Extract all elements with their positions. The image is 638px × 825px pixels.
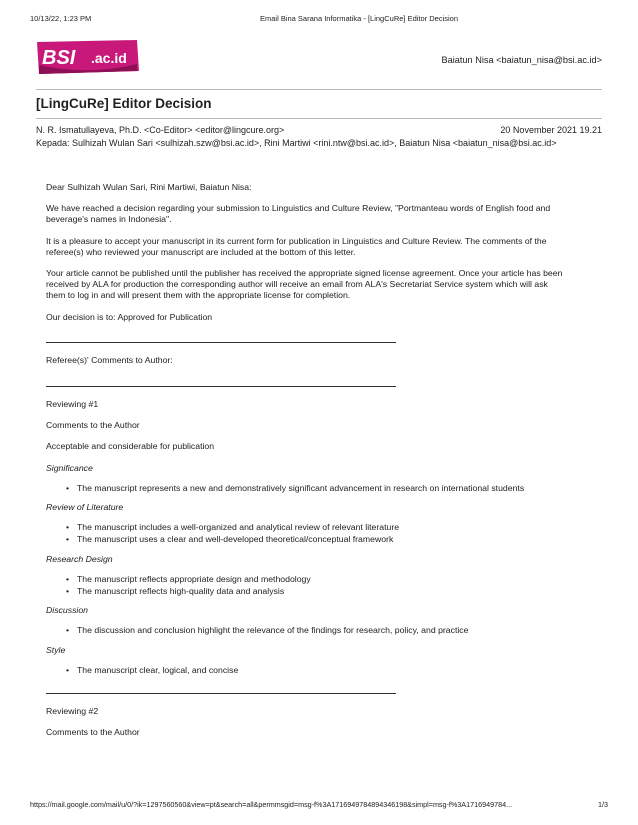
email-body — [46, 182, 566, 748]
bsi-logo — [33, 38, 141, 76]
referee-heading: Referee(s)' Comments to Author: — [46, 354, 173, 365]
discussion-list — [46, 625, 566, 636]
style-heading: Style — [46, 644, 66, 655]
divider-line — [46, 693, 396, 694]
list-item: • The manuscript reflects high-quality data and analysis — [66, 586, 566, 597]
account-email: Baiatun Nisa <baiatun_nisa@bsi.ac.id> — [441, 55, 602, 65]
sender-line — [36, 125, 602, 135]
page-number: 1/3 — [598, 800, 608, 809]
header-divider — [36, 89, 602, 90]
review-1-summary: Acceptable and considerable for publication — [46, 441, 215, 452]
design-heading: Research Design — [46, 553, 113, 564]
list-item: • The manuscript uses a clear and well-developed theoretical/conceptual framework — [66, 534, 566, 545]
sender: N. R. Ismatullayeva, Ph.D. <Co-Editor> <editor@lingcure.org> — [36, 125, 285, 135]
significance-list — [46, 483, 566, 494]
style-list — [46, 665, 566, 676]
paragraph-1: We have reached a decision regarding your submission to Linguistics and Culture Review, "Portmanteau words of English food and beverage's names in Indonesia". — [46, 203, 551, 225]
list-item: • The manuscript represents a new and demonstratively significant advancement in research on international students — [66, 483, 566, 494]
email-date: 20 November 2021 19.21 — [500, 125, 602, 135]
design-list — [46, 574, 566, 597]
review-2-title: Reviewing #2 — [46, 706, 99, 717]
print-datetime: 10/13/22, 1:23 PM — [30, 14, 92, 23]
list-item: • The manuscript includes a well-organized and analytical review of relevant literature — [66, 522, 566, 533]
discussion-heading: Discussion — [46, 605, 89, 616]
review-1-title: Reviewing #1 — [46, 399, 99, 410]
significance-heading: Significance — [46, 462, 93, 473]
recipients: Kepada: Sulhizah Wulan Sari <sulhizah.szw@bsi.ac.id>, Rini Martiwi <rini.ntw@bsi.ac.id>, Baiatun Nisa <baiatun_nisa@bsi.ac.id> — [36, 138, 557, 148]
divider-line — [46, 342, 396, 343]
literature-list — [46, 522, 566, 545]
logo-domain-text: .ac.id — [91, 50, 127, 66]
decision-line: Our decision is to: Approved for Publication — [46, 311, 213, 322]
print-page-title: Email Bina Sarana Informatika - [LingCuRe] Editor Decision — [260, 14, 459, 23]
divider-line — [46, 386, 396, 387]
email-subject: [LingCuRe] Editor Decision — [36, 96, 212, 111]
greeting: Dear Sulhizah Wulan Sari, Rini Martiwi, Baiatun Nisa: — [46, 182, 252, 192]
list-item: • The discussion and conclusion highlight the relevance of the findings for research, policy, and practice — [66, 625, 566, 636]
subject-divider — [36, 118, 602, 119]
paragraph-3: Your article cannot be published until the publisher has received the appropriate signed license agreement. Once your article has been received by ALA for production the corresponding author will receive an email from ALA's Secretariat Service system which will ask them to log in and will present them with the appropriate license for completion. — [46, 268, 563, 301]
review-2-comments-label: Comments to the Author — [46, 727, 140, 738]
logo-main-text: BSI — [42, 47, 76, 69]
page-url: https://mail.google.com/mail/u/0/?ik=1297560560&view=pt&search=all&permmsgid=msg-f%3A1716949784894346198&simpl=msg-f%3A1716949784... — [30, 800, 513, 809]
list-item: • The manuscript reflects appropriate design and methodology — [66, 574, 566, 585]
literature-heading: Review of Literature — [46, 502, 124, 513]
paragraph-2: It is a pleasure to accept your manuscript in its current form for publication in Linguistics and Culture Review. The comments of the referee(s) who reviewed your manuscript are included at the bottom of this letter. — [46, 235, 547, 257]
list-item: • The manuscript clear, logical, and concise — [66, 665, 566, 676]
review-1-comments-label: Comments to the Author — [46, 420, 140, 431]
print-header — [30, 14, 608, 26]
